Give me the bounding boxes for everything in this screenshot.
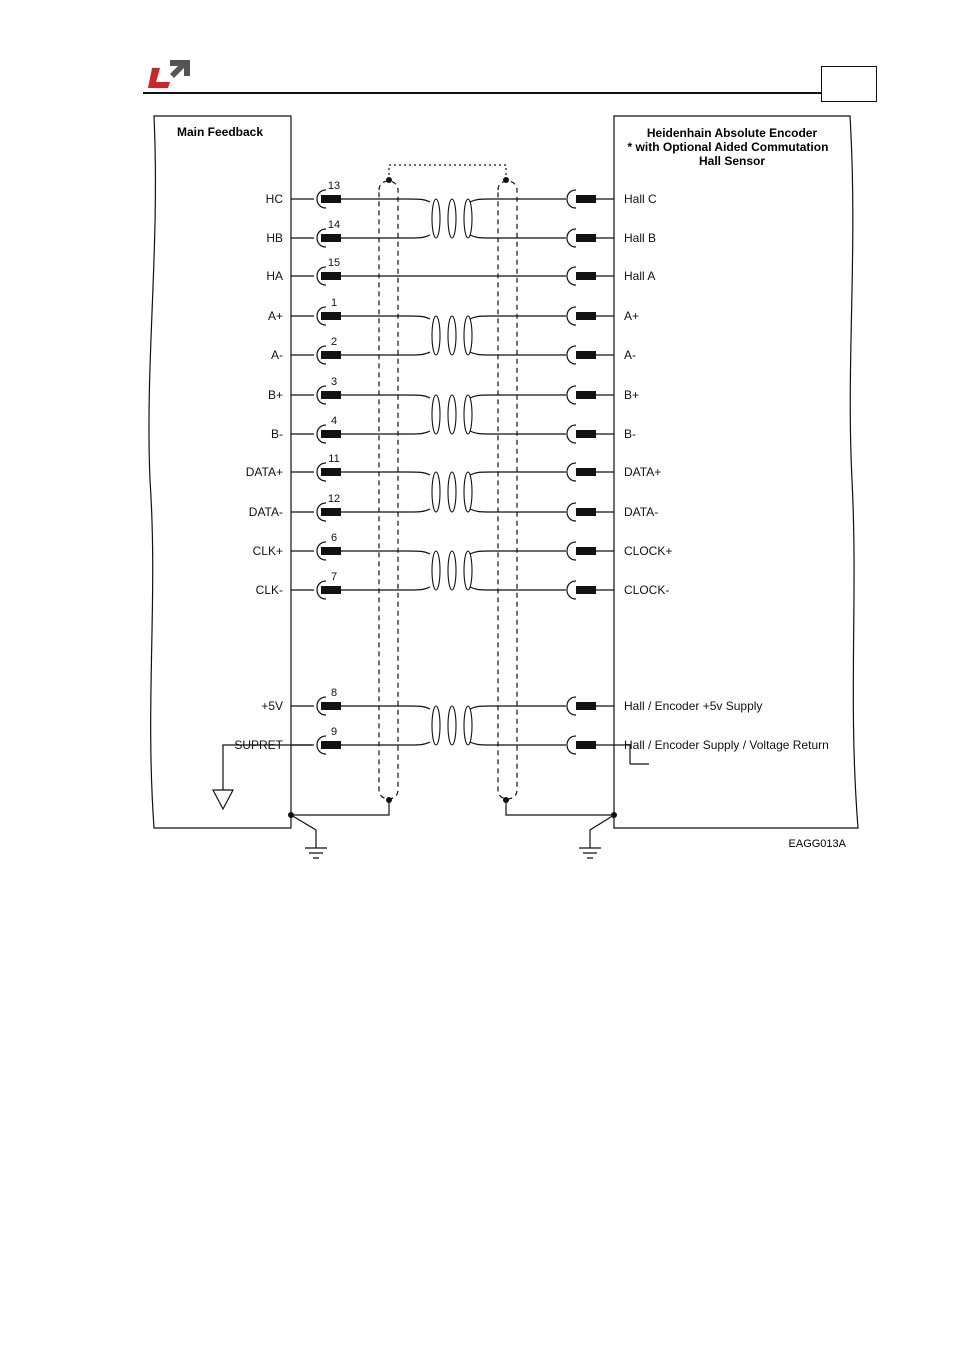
right-connector-pin [576, 391, 596, 399]
left-connector-pin [321, 430, 341, 438]
signal-row [261, 687, 762, 715]
left-connector-pin [321, 312, 341, 320]
right-connector-pin [576, 468, 596, 476]
pin-number: 3 [330, 376, 338, 388]
right-connector-socket [567, 736, 576, 754]
right-connector-socket [567, 697, 576, 715]
twisted-pair-symbol [406, 549, 492, 592]
chassis-node [288, 812, 294, 818]
pin-number: 1 [330, 297, 338, 309]
left-signal-label: +5V [261, 699, 283, 713]
left-connector-pin [321, 586, 341, 594]
right-signal-label: B+ [624, 388, 640, 402]
left-signal-label: B+ [267, 388, 283, 402]
right-connector-socket [567, 267, 576, 285]
right-signal-label: Hall B [624, 231, 657, 245]
right-signal-label: Hall C [624, 192, 657, 206]
twisted-pair-symbol [406, 704, 492, 747]
twisted-pair-symbol [406, 197, 492, 240]
main-feedback-title: Main Feedback [177, 125, 264, 139]
right-connector-pin [576, 312, 596, 320]
right-signal-label: Hall / Encoder Supply / Voltage Return [624, 738, 829, 752]
shield-bridge [389, 165, 506, 180]
right-signal-label: Hall / Encoder +5v Supply [624, 699, 763, 713]
left-connector-pin [321, 351, 341, 359]
pin-number: 9 [330, 726, 338, 738]
signal-row [234, 726, 828, 754]
left-connector-pin [321, 272, 341, 280]
pin-number: 15 [327, 257, 341, 269]
left-signal-label: A+ [267, 309, 283, 323]
right-signal-label: B- [624, 427, 636, 441]
right-connector-pin [576, 508, 596, 516]
left-connector-pin [321, 234, 341, 242]
left-connector-pin [321, 741, 341, 749]
shield-drain-right [506, 800, 614, 815]
right-connector-pin [576, 234, 596, 242]
pin-number: 12 [327, 493, 341, 505]
shield-node [503, 177, 509, 183]
pin-number: 11 [328, 453, 340, 465]
twisted-pair-symbol [406, 314, 492, 357]
left-signal-label: HB [266, 231, 283, 245]
shield-node [386, 797, 392, 803]
right-signal-label: CLOCK+ [624, 544, 673, 558]
right-connector-socket [567, 229, 576, 247]
right-connector-pin [576, 195, 596, 203]
encoder-title-line1: Heidenhain Absolute Encoder [646, 126, 818, 140]
left-connector-pin [321, 508, 341, 516]
encoder-title-line3: Hall Sensor [698, 154, 766, 168]
right-connector-pin [576, 547, 596, 555]
left-signal-label: CLK+ [252, 544, 283, 558]
left-signal-label: SUPRET [234, 738, 283, 752]
right-connector-pin [576, 351, 596, 359]
pin-number: 6 [330, 532, 338, 544]
right-connector-socket [567, 542, 576, 560]
right-connector-socket [567, 346, 576, 364]
pin-number: 7 [330, 571, 338, 583]
right-connector-socket [567, 190, 576, 208]
twisted-pair-symbol [406, 393, 492, 436]
chassis-node [611, 812, 617, 818]
right-connector-pin [576, 586, 596, 594]
chassis-ground-left [291, 815, 327, 858]
left-connector-pin [321, 195, 341, 203]
pin-number: 4 [330, 415, 338, 427]
left-signal-label: B- [271, 427, 283, 441]
right-signal-label: Hall A [624, 269, 656, 283]
right-signal-label: A+ [624, 309, 640, 323]
right-connector-pin [576, 741, 596, 749]
signal-row [266, 257, 655, 285]
left-connector-pin [321, 702, 341, 710]
right-connector-socket [567, 581, 576, 599]
left-signal-label: HC [265, 192, 283, 206]
left-connector-pin [321, 547, 341, 555]
pin-number: 8 [330, 687, 338, 699]
figure-code: EAGG013A [788, 838, 846, 850]
right-connector-pin [576, 702, 596, 710]
left-connector-pin [321, 391, 341, 399]
pin-number: 13 [327, 180, 341, 192]
right-connector-socket [567, 463, 576, 481]
shield-drain-left [291, 800, 389, 815]
right-connector-pin [576, 430, 596, 438]
left-signal-label: HA [266, 269, 283, 283]
right-connector-socket [567, 425, 576, 443]
shield-node [503, 797, 509, 803]
encoder-title-line2: * with Optional Aided Commutation [627, 140, 829, 154]
left-signal-label: DATA+ [245, 465, 283, 479]
right-signal-label: DATA- [624, 505, 659, 519]
left-signal-label: A- [271, 348, 283, 362]
shield-node [386, 177, 392, 183]
right-connector-socket [567, 386, 576, 404]
right-connector-socket [567, 307, 576, 325]
supret-ground-left [213, 745, 312, 809]
left-signal-label: CLK- [255, 583, 283, 597]
pin-number: 2 [330, 336, 338, 348]
right-signal-label: DATA+ [624, 465, 662, 479]
twisted-pair-symbol [406, 470, 492, 514]
chassis-ground-right [579, 815, 614, 858]
right-connector-socket [567, 503, 576, 521]
right-signal-label: A- [624, 348, 636, 362]
left-signal-label: DATA- [248, 505, 283, 519]
right-connector-pin [576, 272, 596, 280]
pin-number: 14 [327, 219, 341, 231]
left-connector-pin [321, 468, 341, 476]
right-signal-label: CLOCK- [624, 583, 670, 597]
